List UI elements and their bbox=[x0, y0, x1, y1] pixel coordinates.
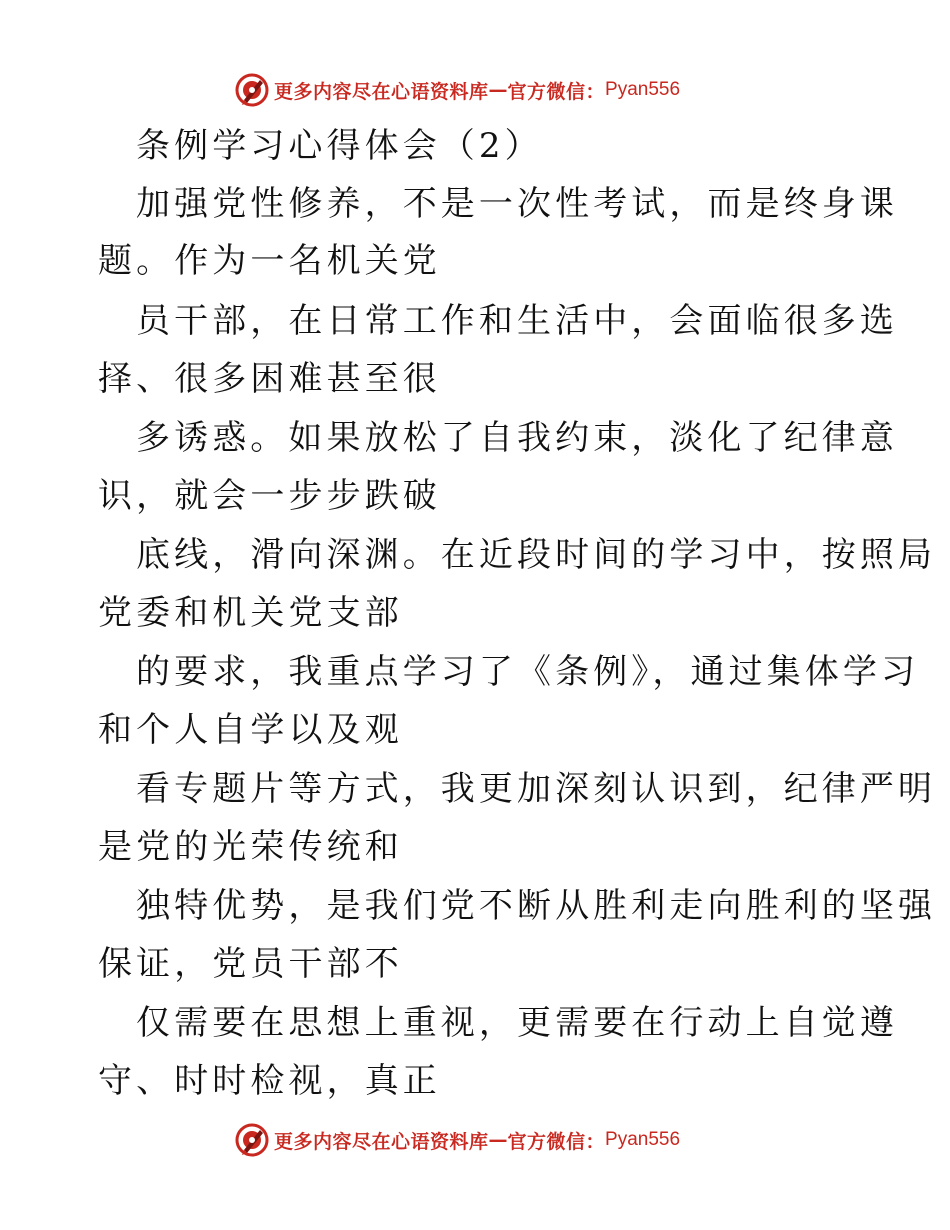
text-line: 加强党性修养，不是一次性考试，而是终身课 bbox=[136, 184, 898, 224]
banner-text: 更多内容尽在心语资料库 bbox=[274, 80, 489, 103]
text-line: 守、时时检视，真正 bbox=[98, 1061, 441, 1101]
text-line: 择、很多困难甚至很 bbox=[98, 359, 441, 399]
banner-wechat-id: Pyan556 bbox=[605, 1129, 681, 1150]
banner-wechat-id: Pyan556 bbox=[605, 79, 681, 100]
text-line: 和个人自学以及观 bbox=[98, 710, 403, 750]
pen-logo-icon bbox=[234, 1122, 270, 1158]
text-line: 仅需要在思想上重视，更需要在行动上自觉遵 bbox=[136, 1003, 898, 1043]
text-line: 题。作为一名机关党 bbox=[98, 241, 441, 281]
banner-text: 更多内容尽在心语资料库 bbox=[274, 1130, 489, 1153]
document-title: 条例学习心得体会（2） bbox=[136, 126, 543, 166]
banner-separator: — bbox=[488, 1129, 508, 1151]
text-line: 识，就会一步步跌破 bbox=[98, 476, 441, 516]
banner-wechat-label: 官方微信： bbox=[507, 1130, 606, 1153]
text-line: 看专题片等方式，我更加深刻认识到，纪律严明 bbox=[136, 769, 937, 809]
text-line: 党委和机关党支部 bbox=[98, 593, 403, 633]
header-banner bbox=[234, 70, 680, 110]
text-line: 的要求，我重点学习了《条例》，通过集体学习 bbox=[136, 652, 920, 692]
text-line: 底线，滑向深渊。在近段时间的学习中，按照局 bbox=[136, 535, 937, 575]
footer-banner bbox=[234, 1120, 680, 1160]
banner-separator: — bbox=[488, 79, 508, 101]
text-line: 保证，党员干部不 bbox=[98, 944, 403, 984]
banner-wechat-label: 官方微信： bbox=[507, 80, 606, 103]
text-line: 独特优势，是我们党不断从胜利走向胜利的坚强 bbox=[136, 886, 937, 926]
text-line: 多诱惑。如果放松了自我约束，淡化了纪律意 bbox=[136, 418, 898, 458]
pen-logo-icon bbox=[234, 72, 270, 108]
text-line: 是党的光荣传统和 bbox=[98, 827, 403, 867]
text-line: 员干部，在日常工作和生活中，会面临很多选 bbox=[136, 301, 898, 341]
